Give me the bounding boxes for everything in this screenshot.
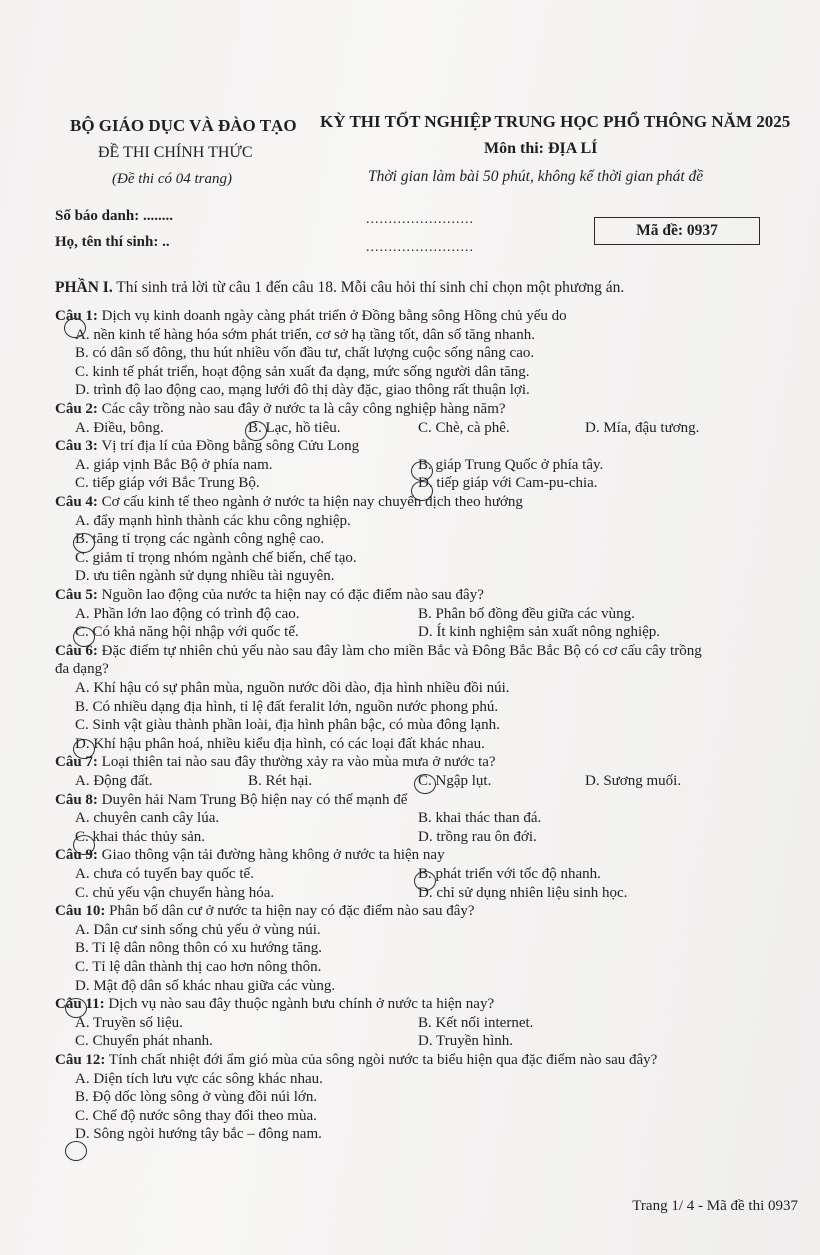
answer-option: B. phát triển với tốc độ nhanh.: [418, 866, 601, 882]
question-text: Nguồn lao động của nước ta hiện nay có đặc điểm nào sau đây?: [97, 587, 484, 603]
answer-option: D. Sương muối.: [585, 773, 682, 789]
answer-option: B. tăng tỉ trọng các ngành công nghệ cao.: [75, 531, 325, 548]
answer-option: B. Rét hại.: [248, 773, 313, 789]
answer-option: A. Diện tích lưu vực các sông khác nhau.: [75, 1070, 323, 1087]
answer-option: B. Có nhiều dạng địa hình, tỉ lệ đất feralit lớn, nguồn nước phong phú.: [75, 698, 499, 715]
answer-option: A. Phần lớn lao động có trình độ cao.: [75, 605, 300, 622]
pen-mark: [64, 318, 86, 338]
answer-option: A. chưa có tuyến bay quốc tế.: [75, 866, 254, 882]
question-text: Dịch vụ kinh doanh ngày càng phát triển ở Đồng bằng sông Hồng chủ yếu do: [97, 308, 567, 324]
answer-option: C. Tỉ lệ dân thành thị cao hơn nông thôn.: [75, 959, 322, 975]
question-stem: [55, 401, 506, 418]
answer-option: B. Kết nối internet.: [418, 1014, 534, 1031]
answer-option: A. giáp vịnh Bắc Bộ ở phía nam.: [75, 456, 273, 473]
answer-option: A. Dân cư sinh sống chủ yếu ở vùng núi.: [75, 921, 321, 938]
answer-option: C. Chè, cà phê.: [418, 419, 510, 436]
question-text: Tính chất nhiệt đới ẩm gió mùa của sông ngòi nước ta biểu hiện qua đặc điểm nào sau đây?: [105, 1052, 658, 1068]
question-stem: [55, 494, 523, 511]
question-number: Câu 10:: [55, 903, 106, 920]
answer-option: C. Có khả năng hội nhập với quốc tế.: [75, 624, 299, 641]
answer-option: A. Điều, bông.: [75, 419, 164, 436]
question-continuation: đa dạng?: [55, 661, 109, 678]
answer-option: D. Mật độ dân số khác nhau giữa các vùng.: [75, 977, 336, 994]
part1-text: Thí sinh trả lời từ câu 1 đến câu 18. Mỗi câu hỏi thí sinh chỉ chọn một phương án.: [112, 279, 625, 296]
candidate-number-dots: ........................: [366, 212, 474, 227]
question-text: Loại thiên tai nào sau đây thường xảy ra vào mùa mưa ở nước ta?: [97, 754, 496, 771]
page-footer: Trang 1/ 4 - Mã đề thi 0937: [632, 1198, 798, 1214]
answer-option: B. Phân bố đồng đều giữa các vùng.: [418, 605, 635, 622]
pen-mark: [65, 1141, 87, 1161]
pen-mark: [73, 739, 95, 759]
answer-option: A. chuyên canh cây lúa.: [75, 810, 220, 827]
question-number: Câu 6:: [55, 642, 98, 659]
pen-mark: [411, 481, 433, 501]
question-stem: [55, 903, 475, 920]
answer-option: A. Động đất.: [75, 773, 153, 789]
answer-option: B. Tỉ lệ dân nông thôn có xu hướng tăng.: [75, 940, 323, 957]
answer-option: C. khai thác thủy sản.: [75, 828, 205, 845]
answer-option: C. Chế độ nước sông thay đổi theo mùa.: [75, 1107, 317, 1124]
answer-option: D. tiếp giáp với Cam-pu-chia.: [418, 475, 598, 492]
pen-mark: [414, 871, 436, 891]
time-note: Thời gian làm bài 50 phút, không kể thời gian phát đề: [368, 168, 704, 185]
answer-option: C. Ngập lụt.: [418, 773, 492, 789]
exam-title: KỲ THI TỐT NGHIỆP TRUNG HỌC PHỔ THÔNG NĂM 2025: [320, 112, 791, 131]
ministry-name: BỘ GIÁO DỤC VÀ ĐÀO TẠO: [70, 116, 297, 135]
question-stem: [55, 754, 496, 771]
candidate-number-label: Số báo danh: ........: [55, 208, 173, 224]
answer-option: D. Sông ngòi hướng tây bắc – đông nam.: [75, 1126, 322, 1143]
question-text: Duyên hải Nam Trung Bộ hiện nay có thế mạnh để: [97, 791, 408, 808]
question-number: Câu 5:: [55, 587, 98, 603]
question-stem: [55, 587, 484, 604]
question-stem: [55, 792, 407, 809]
question-number: Câu 4:: [55, 494, 98, 510]
answer-option: D. Truyền hình.: [418, 1033, 514, 1050]
question-number: Câu 2:: [55, 401, 98, 417]
question-number: Câu 1:: [55, 308, 98, 324]
question-number: Câu 7:: [55, 754, 98, 771]
question-number: Câu 12:: [55, 1052, 106, 1068]
answer-option: C. chủ yếu vận chuyển hàng hóa.: [75, 884, 275, 901]
answer-option: A. Truyền số liệu.: [75, 1014, 183, 1031]
pen-mark: [414, 774, 436, 794]
answer-option: D. ưu tiên ngành sử dụng nhiều tài nguyên.: [75, 568, 335, 585]
answer-option: B. khai thác than đá.: [418, 810, 542, 827]
answer-option: C. Chuyển phát nhanh.: [75, 1033, 213, 1050]
answer-option: C. Sinh vật giàu thành phần loài, địa hình phân bậc, có mùa đông lạnh.: [75, 717, 500, 734]
answer-option: D. Khí hậu phân hoá, nhiều kiểu địa hình, có các loại đất khác nhau.: [75, 735, 485, 752]
question-number: Câu 8:: [55, 791, 98, 808]
pen-mark: [73, 835, 95, 855]
answer-option: D. chỉ sử dụng nhiên liệu sinh học.: [418, 884, 628, 901]
question-text: Vị trí địa lí của Đồng bằng sông Cửu Long: [97, 438, 360, 455]
question-number: Câu 11:: [55, 996, 105, 1013]
question-text: Các cây trồng nào sau đây ở nước ta là cây công nghiệp hàng năm?: [97, 401, 506, 417]
answer-option: D. trồng rau ôn đới.: [418, 828, 537, 845]
answer-option: D. Ít kinh nghiệm sản xuất nông nghiệp.: [418, 624, 661, 641]
question-stem: [55, 643, 702, 660]
question-number: Câu 3:: [55, 438, 98, 455]
pen-mark: [65, 998, 87, 1018]
page-count-note: (Đề thi có 04 trang): [112, 171, 232, 187]
answer-option: D. Mía, đậu tương.: [585, 419, 700, 436]
question-text: Phân bố dân cư ở nước ta hiện nay có đặc điểm nào sau đây?: [105, 903, 475, 920]
question-stem: [55, 438, 359, 455]
question-text: Dịch vụ nào sau đây thuộc ngành bưu chính ở nước ta hiện nay?: [104, 996, 495, 1013]
subject-label: Môn thi: ĐỊA LÍ: [484, 140, 598, 157]
question-stem: [55, 847, 445, 864]
question-stem: [55, 1052, 657, 1069]
answer-option: C. kinh tế phát triển, hoạt động sản xuất đa dạng, mức sống người dân tăng.: [75, 363, 530, 380]
answer-option: C. tiếp giáp với Bắc Trung Bộ.: [75, 475, 260, 492]
answer-option: A. đẩy mạnh hình thành các khu công nghiệp.: [75, 512, 351, 529]
answer-option: B. Độ dốc lòng sông ở vùng đồi núi lớn.: [75, 1089, 318, 1106]
part1-instruction: [55, 279, 624, 297]
answer-option: B. có dân số đông, thu hút nhiều vốn đầu tư, chất lượng cuộc sống nâng cao.: [75, 345, 535, 362]
exam-code-box: Mã đề: 0937: [594, 217, 760, 245]
question-text: Giao thông vận tải đường hàng không ở nước ta hiện nay: [97, 847, 445, 864]
question-number: Câu 9:: [55, 847, 98, 864]
pen-mark: [245, 421, 267, 441]
candidate-name-label: Họ, tên thí sinh: ..: [55, 234, 170, 250]
question-text: Cơ cấu kinh tế theo ngành ở nước ta hiện nay chuyển dịch theo hướng: [97, 494, 523, 510]
answer-option: C. giảm tỉ trọng nhóm ngành chế biến, chế tạo.: [75, 549, 357, 566]
question-stem: [55, 996, 494, 1013]
question-stem: [55, 308, 567, 325]
answer-option: D. trình độ lao động cao, mạng lưới đô thị dày đặc, giao thông rất thuận lợi.: [75, 382, 530, 399]
official-exam-label: ĐỀ THI CHÍNH THỨC: [98, 144, 253, 161]
pen-mark: [73, 627, 95, 647]
answer-option: A. nền kinh tế hàng hóa sớm phát triển, cơ sở hạ tầng tốt, dân số tăng nhanh.: [75, 326, 535, 343]
answer-option: A. Khí hậu có sự phân mùa, nguồn nước dồi dào, địa hình nhiều đồi núi.: [75, 680, 510, 696]
candidate-name-dots: ........................: [366, 240, 474, 255]
question-text: Đặc điểm tự nhiên chủ yếu nào sau đây làm cho miền Bắc và Đông Bắc Bắc Bộ có cơ cấu cây trồng: [97, 642, 702, 659]
answer-option: B. giáp Trung Quốc ở phía tây.: [418, 456, 604, 473]
pen-mark: [411, 461, 433, 481]
part1-title: PHẦN I.: [55, 279, 113, 296]
pen-mark: [73, 533, 95, 553]
answer-option: B. Lạc, hồ tiêu.: [248, 419, 341, 436]
